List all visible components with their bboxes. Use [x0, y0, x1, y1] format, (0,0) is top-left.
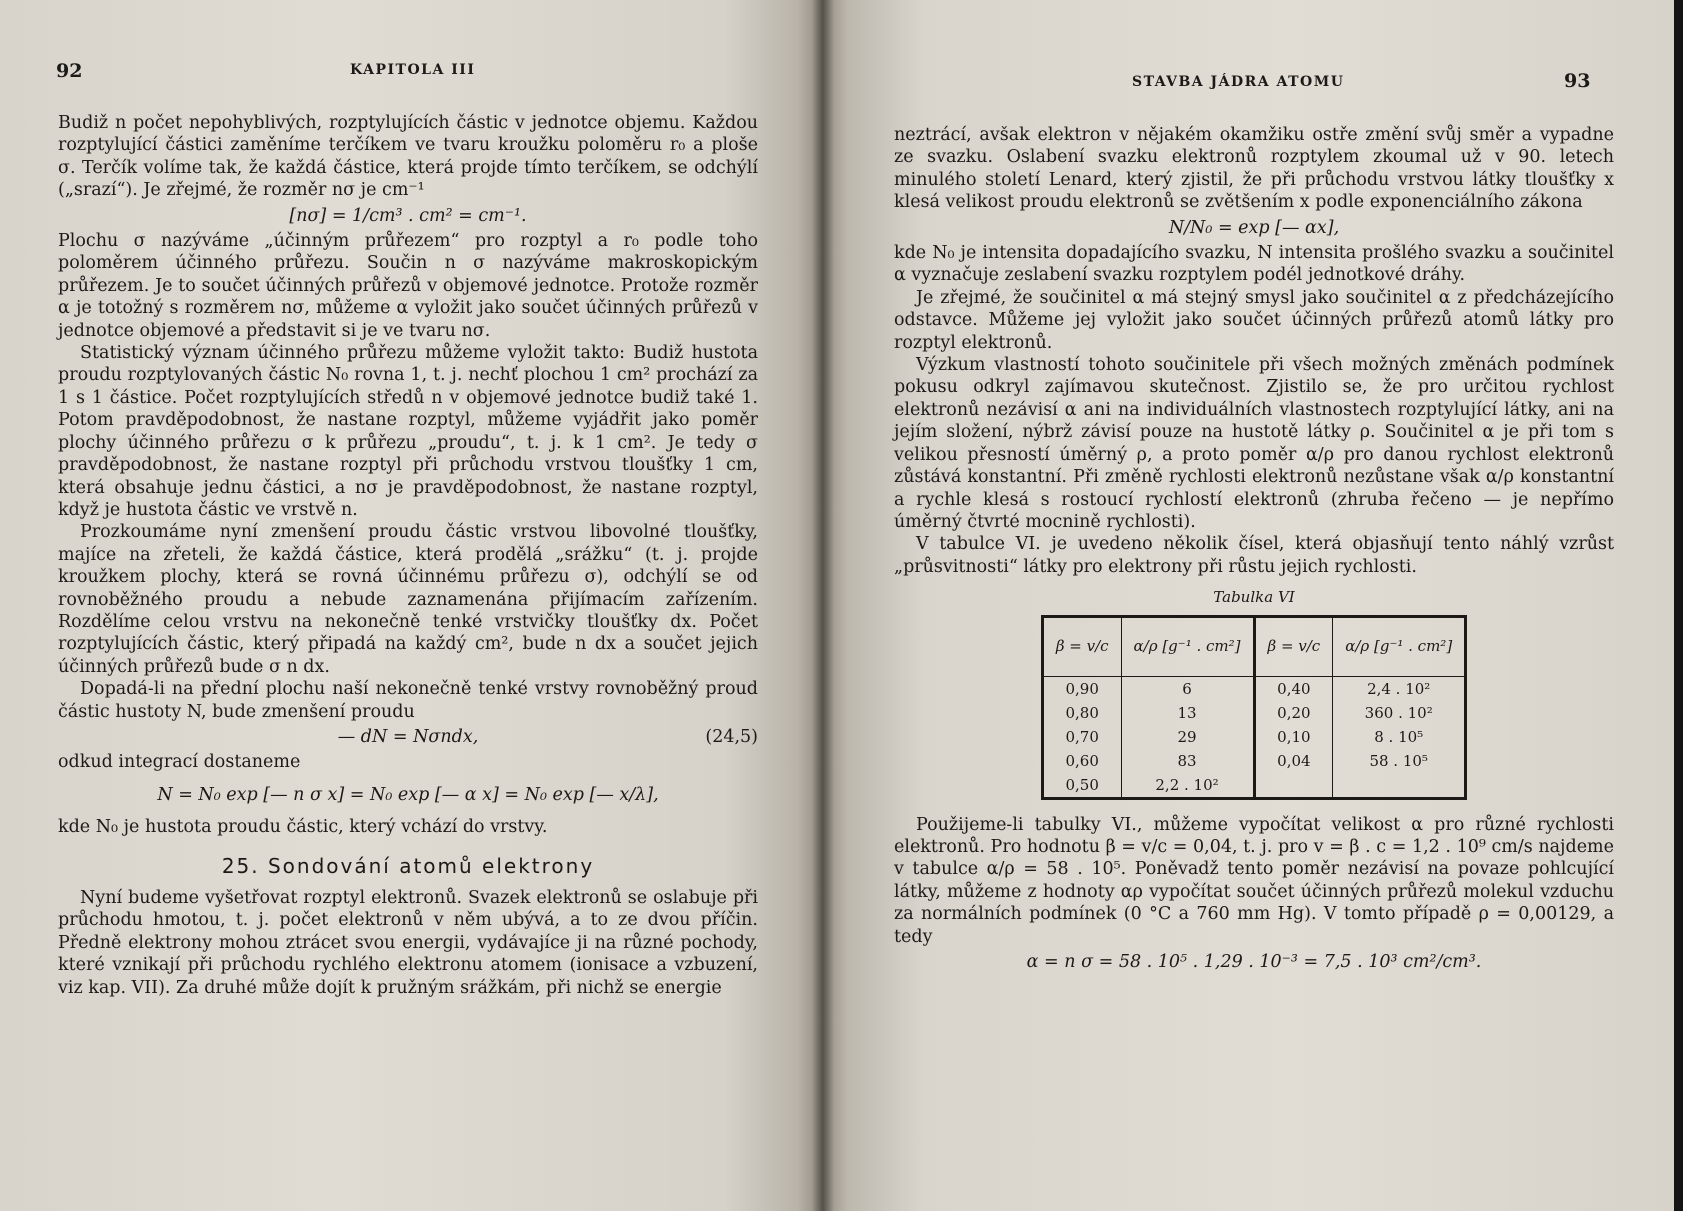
table-header-cell: α/ρ [g⁻¹ . cm²] — [1121, 616, 1254, 676]
table-cell: 2,4 . 10² — [1333, 676, 1466, 701]
table-cell: 2,2 . 10² — [1121, 773, 1254, 799]
table-cell: 360 . 10² — [1333, 701, 1466, 725]
table-header-cell: α/ρ [g⁻¹ . cm²] — [1333, 616, 1466, 676]
table-cell: 0,70 — [1065, 727, 1099, 746]
table-cell: 83 — [1121, 749, 1254, 773]
paragraph: kde N₀ je intensita dopadajícího svazku, N intensita prošlého svazku a součinitel α vyznačuje zeslabení svazku rozptylem podél jednotkové dráhy. — [894, 243, 1614, 286]
paragraph: Prozkoumáme nyní zmenšení proudu částic vrstvou libovolné tloušťky, majíce na zřeteli, že každá částice, která prodělá „srážku“ (t. j. projde kroužkem plochy, která se rovná účinnému průřezu σ), odchýlí se od rovnoběžného proudu a nebude zaznamenána přijímacím zařízením. Rozdělíme celou vrstvu na nekonečně tenké vrstvičky tloušťky dx. Počet rozptylujících částic, který připadá na každý cm², bude n dx a součet jejich účinných průřezů bude σ n dx. — [58, 522, 758, 677]
table-row — [1042, 676, 1465, 701]
paragraph: Nyní budeme vyšetřovat rozptyl elektronů. Svazek elektronů se oslabuje při průchodu hmotou, t. j. počet elektronů v něm ubývá, a to ze dvou příčin. Předně elektrony mohou ztrácet svou energii, vydávajíce ji na různé pochody, které vznikají při průchodu rychlého elektronu atomem (ionisace a vzbuzení, viz kap. VII). Za druhé může dojít k pružným srážkám, při nichž se energie — [58, 888, 758, 998]
paragraph: kde N₀ je hustota proudu částic, který vchází do vrstvy. — [58, 817, 548, 838]
section-title: 25. Sondování atomů elektrony — [221, 853, 595, 878]
equation: α = n σ = 58 . 10⁵ . 1,29 . 10⁻³ = 7,5 . 10³ cm²/cm³. — [1026, 951, 1482, 972]
table-cell: 58 . 10⁵ — [1333, 749, 1466, 773]
paragraph: V tabulce VI. je uvedeno několik čísel, která objasňují tento náhlý vzrůst „průsvitnosti“ látky pro elektrony při růstu jejich rychlosti. — [894, 534, 1614, 577]
table-header-cell: β = v/c — [1042, 616, 1121, 676]
equation: [nσ] = 1/cm³ . cm² = cm⁻¹. — [289, 205, 527, 226]
right-page — [822, 0, 1674, 1211]
table-cell: 8 . 10⁵ — [1333, 725, 1466, 749]
equation-numbered — [58, 726, 758, 748]
table-cell: 0,50 — [1065, 775, 1099, 794]
equation: N/N₀ = exp [— αx], — [1168, 217, 1340, 238]
table-cell — [1254, 773, 1333, 799]
table-cell: 0,40 — [1254, 676, 1333, 701]
paragraph: neztrácí, avšak elektron v nějakém okamžiku ostře změní svůj směr a vypadne ze svazku. Oslabení svazku elektronů rozptylem zkoumal už v 90. letech minulého století Lenard, který zjistil, že při průchodu vrstvou látky tloušťky x klesá velikost proudu elektronů se zvětšením x podle exponenciálního zákona — [894, 125, 1614, 213]
table-header-row — [1042, 616, 1465, 676]
table-row — [1042, 725, 1465, 749]
paragraph: Použijeme-li tabulky VI., můžeme vypočítat velikost α pro různé rychlosti elektronů. Pro hodnotu β = v/c = 0,04, t. j. pro v = β . c = 1,2 . 10⁹ cm/s najdeme v tabulce α/ρ = 58 . 10⁵. Poněvadž tento poměr nezávisí na povaze pohlcující látky, můžeme z hodnoty αρ vypočítat součet účinných průřezů molekul vzduchu za normálních podmínek (0 °C a 760 mm Hg). V tomto případě ρ = 0,00129, a tedy — [894, 814, 1614, 947]
page-number: 93 — [1564, 70, 1591, 92]
table-cell — [1333, 773, 1466, 799]
equation: — dN = Nσndx, — [337, 726, 479, 747]
paragraph: Plochu σ nazýváme „účinným průřezem“ pro rozptyl a r₀ podle toho poloměrem účinného průřezu. Součin n σ nazýváme makroskopickým průřezem. Je to součet účinných průřezů v objemové jednotce. Protože rozměr α je totožný s rozměrem nσ, můžeme α vyložit jako součet účinných průřezů v jednotce objemové a představit si je ve tvaru nσ. — [58, 231, 758, 341]
equation-number: (24,5) — [705, 726, 758, 747]
table-cell: 0,04 — [1254, 749, 1333, 773]
paragraph: Je zřejmé, že součinitel α má stejný smysl jako součinitel α z předcházejícího odstavce. Můžeme jej vyložit jako součet účinných průřezů atomů látky pro rozptyl elektronů. — [894, 287, 1614, 353]
left-text-column — [58, 112, 758, 999]
right-text-column — [894, 124, 1614, 976]
equation: N = N₀ exp [— n σ x] = N₀ exp [— α x] = N₀ exp [— x/λ], — [157, 784, 659, 805]
left-page — [0, 0, 822, 1211]
book-gutter — [812, 0, 834, 1211]
running-head: KAPITOLA III — [350, 62, 476, 78]
paragraph: Dopadá-li na přední plochu naší nekonečně tenké vrstvy rovnoběžný proud částic hustoty N, bude zmenšení proudu — [58, 679, 758, 722]
table-cell: 29 — [1121, 725, 1254, 749]
data-table — [1041, 615, 1467, 800]
table-cell: 0,20 — [1254, 701, 1333, 725]
paragraph: Výzkum vlastností tohoto součinitele při všech možných změnách podmínek pokusu odkryl zajímavou skutečnost. Zjistilo se, že pro určitou rychlost elektronů nezávisí α ani na individuálních vlastnostech rozptylující látky, ani na jejím složení, nýbrž závisí pouze na hustotě látky ρ. Součinitel α je při tom s velikou přesností úměrný ρ, a proto poměr α/ρ pro danou rychlost elektronů zůstává konstantní. Při změně rychlosti elektronů nezůstane však α/ρ konstantní a rychle klesá s rostoucí rychlostí elektronů (zhruba řečeno — je nepřímo úměrný čtvrté mocnině rychlosti). — [894, 355, 1614, 532]
running-head: STAVBA JÁDRA ATOMU — [1132, 74, 1345, 90]
table-cell: 6 — [1121, 676, 1254, 701]
table-cell: 13 — [1121, 701, 1254, 725]
table-header-cell: β = v/c — [1254, 616, 1333, 676]
table-row — [1042, 749, 1465, 773]
table-cell: 0,80 — [1065, 703, 1099, 722]
table-row — [1042, 773, 1465, 799]
table-cell: 0,90 — [1065, 679, 1099, 698]
table-cell: 0,10 — [1254, 725, 1333, 749]
paragraph: Statistický význam účinného průřezu můžeme vyložit takto: Budiž hustota proudu rozptylovaných částic N₀ rovna 1, t. j. nechť plochou 1 cm² prochází za 1 s 1 částice. Počet rozptylujících středů n v objemové jednotce budiž také 1. Potom pravděpodobnost, že nastane rozptyl, můžeme vyjádřit jako poměr plochy účinného průřezu σ k průřezu „proudu“, t. j. k 1 cm². Je tedy σ pravděpodobnost, že nastane rozptyl při průchodu vrstvou tloušťky 1 cm, která obsahuje jednu částici, a nσ je pravděpodobnost, že nastane rozptyl, když je hustota částic ve vrstvě n. — [58, 343, 758, 520]
table-row — [1042, 701, 1465, 725]
page-number: 92 — [56, 60, 83, 82]
table-caption: Tabulka VI — [1213, 588, 1295, 607]
paragraph: Budiž n počet nepohyblivých, rozptylujících částic v jednotce objemu. Každou rozptylující částici zaměníme terčíkem ve tvaru kroužku poloměru r₀ a ploše σ. Terčík volíme tak, že každá částice, která projde tímto terčíkem, se odchýlí („srazí“). Je zřejmé, že rozměr nσ je cm⁻¹ — [58, 113, 758, 201]
paragraph: odkud integrací dostaneme — [58, 752, 301, 773]
table-cell: 0,60 — [1065, 751, 1099, 770]
